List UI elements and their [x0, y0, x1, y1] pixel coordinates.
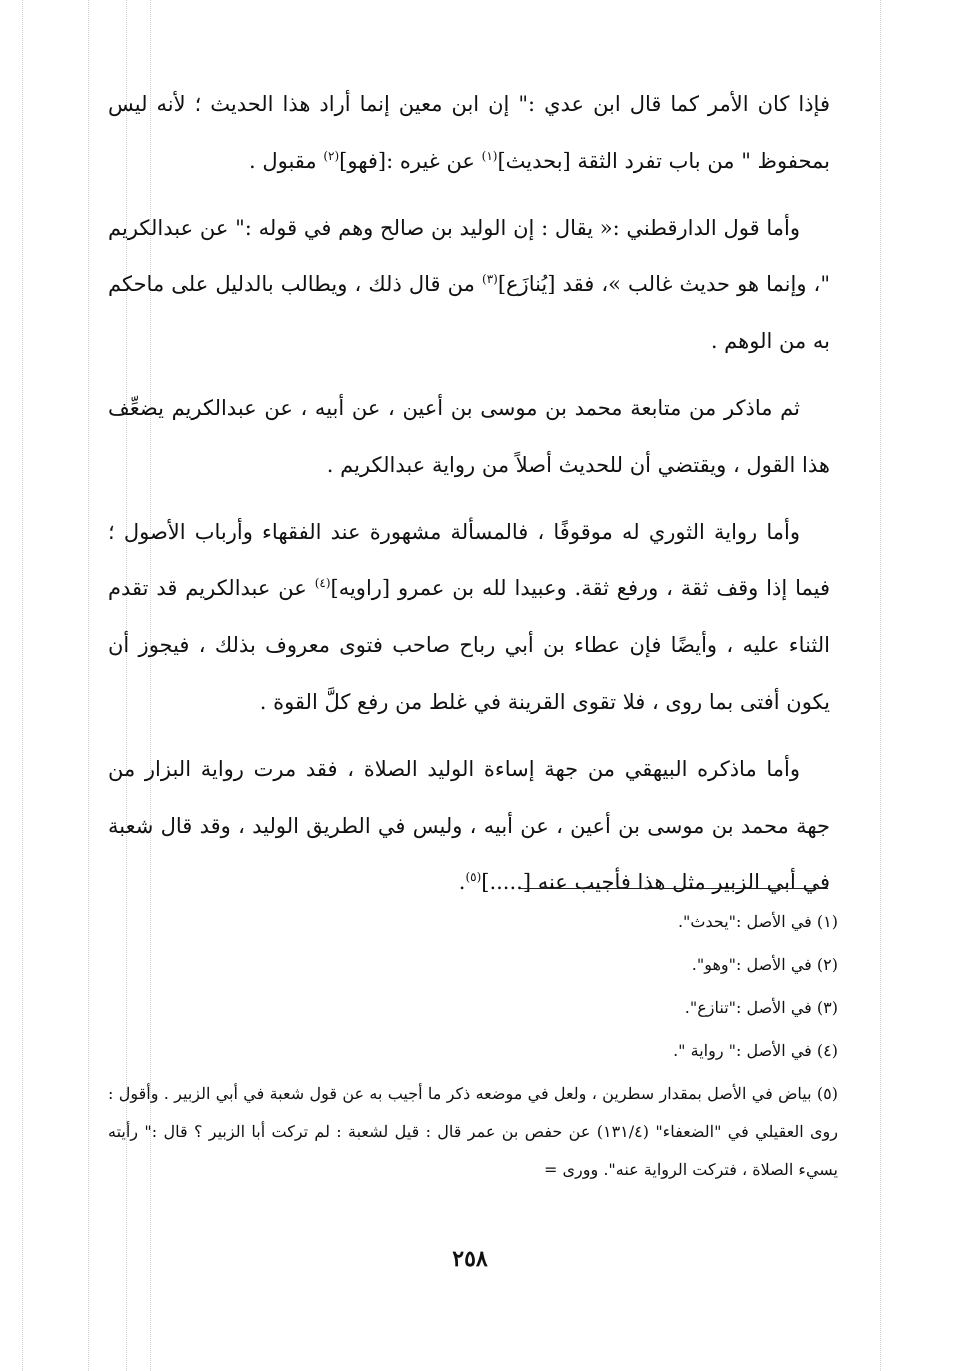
paragraph-2 [108, 200, 830, 370]
page-number: ٢٥٨ [452, 1246, 488, 1272]
footnote-5: (٥) بياض في الأصل بمقدار سطرين ، ولعل في موضعه ذكر ما أجيب به عن قول شعبة في أبي الزبير . وأقول : روى العقيلي في "الضعفاء" (١٣١/٤) عن حفص بن عمر قال : قيل لشعبة : لم تركت أبا الزبير ؟ قال :" رأيته يسيء الصلاة ، فتركت الرواية عنه". وورى = [108, 1084, 839, 1179]
paragraph-1-text: فإذا كان الأمر كما قال ابن عدي :" إن ابن معين إنما أراد هذا الحديث ؛ لأنه ليس بمحفوظ " من باب تفرد الثقة [بحديث] [108, 92, 830, 173]
footnote-ref-4: (٤) [314, 576, 331, 591]
paragraph-5 [108, 741, 830, 911]
footnote-ref-5: (٥) [465, 870, 482, 885]
footnote-4: (٤) في الأصل :" رواية ". [673, 1041, 838, 1060]
paragraph-5-text: وأما ماذكره البيهقي من جهة إساءة الوليد الصلاة ، فقد مرت رواية البزار من جهة محمد بن موسى بن أعين ، عن أبيه ، وليس في الطريق الوليد ، وقد قال شعبة في أبي الزبير مثل هذا فأجيب عنه [.....] [108, 756, 830, 895]
paragraph-4 [108, 504, 830, 731]
scan-guide-line [88, 0, 89, 1371]
footnotes-section [108, 900, 838, 1189]
scan-guide-line [22, 0, 23, 1371]
paragraph-4-text-end: عن عبدالكريم قد تقدم الثناء عليه ، وأيضًا فإن عطاء بن أبي رباح صاحب فتوى معروف بذلك ، فيجوز أن يكون أفتى بما روى ، فلا تقوى القرينة في غلط من رفع كلَّ القوة . [108, 576, 830, 714]
footnote-ref-3: (٣) [482, 272, 498, 287]
paragraph-4-text: وأما رواية الثوري له موقوفًا ، فالمسألة مشهورة عند الفقهاء وأرباب الأصول ؛ فيما إذا وقف ثقة ، ورفع ثقة. وعبيدا لله بن عمرو [راويه] [108, 519, 830, 601]
paragraph-3 [108, 380, 830, 494]
paragraph-3-text: ثم ماذكر من متابعة محمد بن موسى بن أعين ، عن أبيه ، عن عبدالكريم يضعِّف هذا القول ، ويقتضي أن للحديث أصلاً من رواية عبدالكريم . [108, 395, 830, 477]
main-text [108, 76, 830, 921]
scan-guide-line [880, 0, 881, 1371]
footnote-ref-1: (١) [481, 148, 498, 163]
footnote-separator [520, 888, 828, 889]
footnote-ref-2: (٢) [323, 148, 340, 163]
paragraph-2-text: وأما قول الدارقطني :« يقال : إن الوليد بن صالح وهم في قوله :" عن عبدالكريم "، وإنما هو حديث غالب »، فقد [يُنازَع] [108, 215, 830, 297]
footnote-1: (١) في الأصل :"يحدث". [677, 912, 838, 931]
footnote-3: (٣) في الأصل :"تنازع". [684, 998, 838, 1017]
paragraph-1-text-end: مقبول . [248, 148, 324, 173]
paragraph-5-text-end: . [458, 870, 466, 895]
paragraph-2-text-end: من قال ذلك ، ويطالب بالدليل على ماحكم به من الوهم . [108, 272, 830, 354]
paragraph-1-text-mid: عن غيره :[فهو] [339, 148, 482, 173]
paragraph-1 [108, 76, 830, 190]
footnote-2: (٢) في الأصل :"وهو". [691, 955, 838, 974]
